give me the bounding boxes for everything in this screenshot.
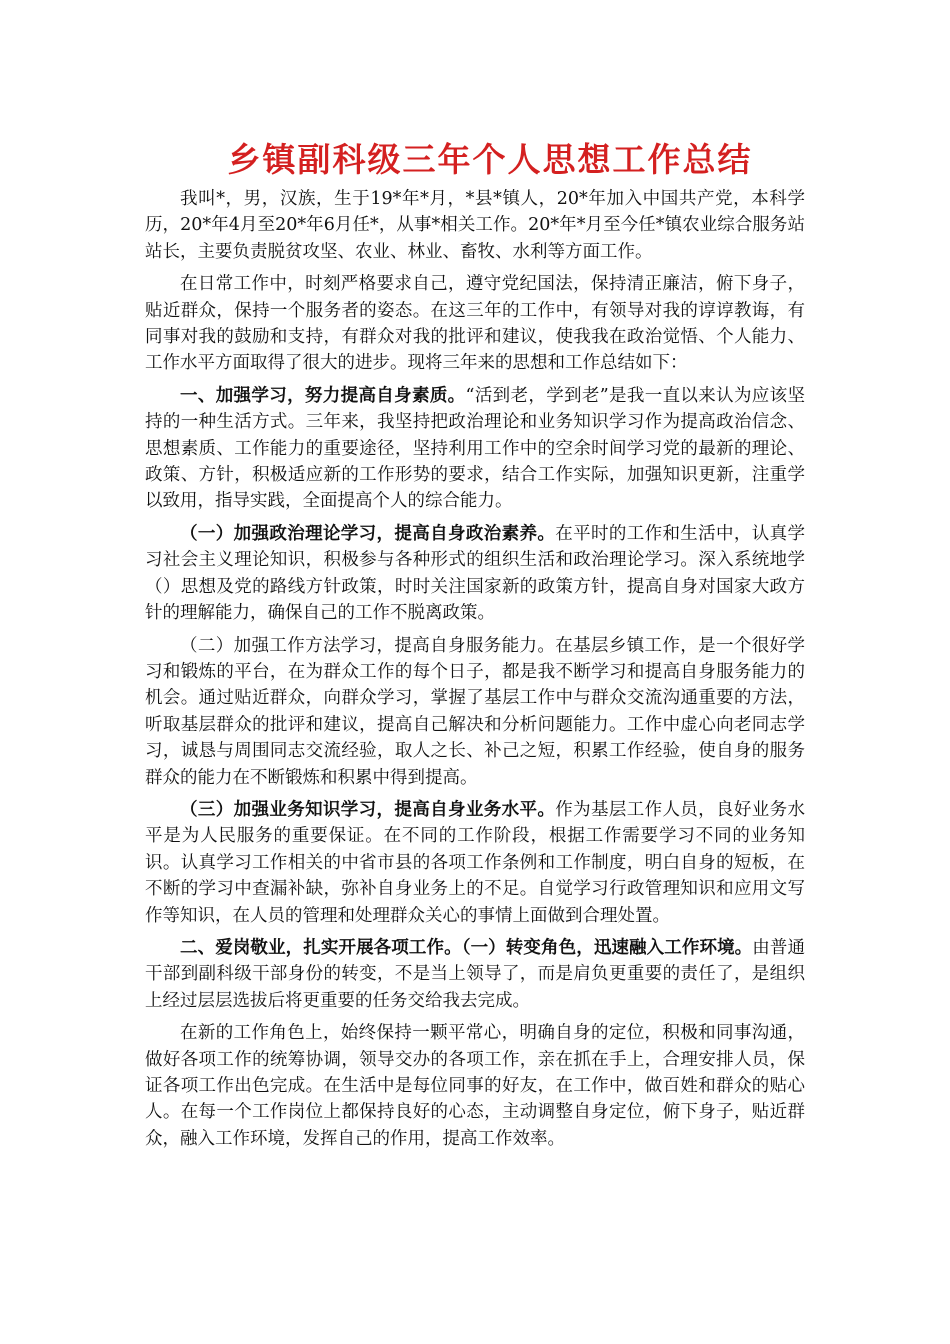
paragraph-section-1-1 bbox=[145, 521, 805, 627]
section-heading: 一、加强学习，努力提高自身素质。 bbox=[180, 385, 466, 406]
paragraph-text: 在日常工作中，时刻严格要求自己，遵守党纪国法，保持清正廉洁，俯下身子，贴近群众，保持一个服务者的姿态。在这三年的工作中，有领导对我的谆谆教诲，有同事对我的鼓励和支持，有群众对我的批评和建议，使我我在政治觉悟、个人能力、工作水平方面取得了很大的进步。现将三年来的思想和工作总结如下： bbox=[145, 274, 805, 374]
paragraph-text: 我叫*，男，汉族，生于19*年*月，*县*镇人，20*年加入中国共产党，本科学历，20*年4月至20*年6月任*，从事*相关工作。20*年*月至今任*镇农业综合服务站站长，主要负责脱贫攻坚、农业、林业、畜牧、水利等方面工作。 bbox=[145, 189, 805, 262]
paragraph-section-1-3 bbox=[145, 797, 805, 929]
paragraph-section-2-detail bbox=[145, 1020, 805, 1152]
document-title: 乡镇副科级三年个人思想工作总结 bbox=[227, 140, 753, 179]
subsection-heading: （三）加强业务知识学习，提高自身业务水平。 bbox=[180, 799, 556, 820]
paragraph-text: “活到老，学到老”是我一直以来认为应该坚持的一种生活方式。三年来，我坚持把政治理论和业务知识学习作为提高政治信念、思想素质、工作能力的重要途径，坚持利用工作中的空余时间学习党的最新的理论、政策、方针，积极适应新的工作形势的要求，结合工作实际，加强知识更新，注重学以致用，指导实践，全面提高个人的综合能力。 bbox=[145, 385, 805, 512]
paragraph-section-1-2 bbox=[145, 633, 805, 791]
paragraph-section-2 bbox=[145, 935, 805, 1014]
subsection-heading: （一）加强政治理论学习，提高自身政治素养。 bbox=[180, 523, 556, 544]
paragraph-section-1 bbox=[145, 383, 805, 515]
paragraph-intro bbox=[145, 186, 805, 265]
section-heading: 二、爱岗敬业，扎实开展各项工作。（一）转变角色，迅速融入工作环境。 bbox=[180, 937, 753, 958]
paragraph-text: 在平时的工作和生活中，认真学习社会主义理论知识，积极参与各种形式的组织生活和政治理论学习。深入系统地学（）思想及党的路线方针政策，时时关注国家新的政策方针，提高自身对国家大政方针的理解能力，确保自己的工作不脱离政策。 bbox=[145, 523, 806, 624]
paragraph-overview bbox=[145, 271, 805, 377]
document-page bbox=[145, 138, 805, 1158]
paragraph-text: 作为基层工作人员，良好业务水平是为人民服务的重要保证。在不同的工作阶段，根据工作需要学习不同的业务知识。认真学习工作相关的中省市县的各项工作条例和工作制度，明白自身的短板，在不断的学习中查漏补缺，弥补自身业务上的不足。自觉学习行政管理知识和应用文写作等知识，在人员的管理和处理群众关心的事情上面做到合理处置。 bbox=[145, 799, 806, 926]
paragraph-text: 由普通干部到副科级干部身份的转变，不是当上领导了，而是肩负更重要的责任了，是组织上经过层层选拔后将更重要的任务交给我去完成。 bbox=[145, 937, 806, 1011]
paragraph-text: （二）加强工作方法学习，提高自身服务能力。在基层乡镇工作，是一个很好学习和锻炼的平台，在为群众工作的每个日子，都是我不断学习和提高自身服务能力的机会。通过贴近群众，向群众学习，掌握了基层工作中与群众交流沟通重要的方法，听取基层群众的批评和建议，提高自己解决和分析问题能力。工作中虚心向老同志学习，诚恳与周围同志交流经验，取人之长、补己之短，积累工作经验，使自身的服务群众的能力在不断锻炼和积累中得到提高。 bbox=[145, 635, 805, 788]
paragraph-text: 在新的工作角色上，始终保持一颗平常心，明确自身的定位，积极和同事沟通，做好各项工作的统筹协调，领导交办的各项工作，亲在抓在手上，合理安排人员，保证各项工作出色完成。在生活中是每位同事的好友，在工作中，做百姓和群众的贴心人。在每一个工作岗位上都保持良好的心态，主动调整自身定位，俯下身子，贴近群众，融入工作环境，发挥自己的作用，提高工作效率。 bbox=[145, 1023, 805, 1149]
